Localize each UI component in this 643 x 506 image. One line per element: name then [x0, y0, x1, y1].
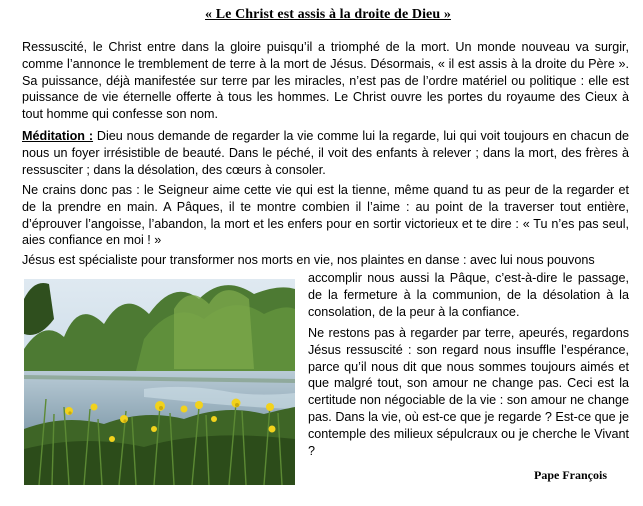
intro-paragraph: Ressuscité, le Christ entre dans la gloire puisqu’il a triomphé de la mort. Un monde nouveau va surgir, comme l’annonce le tremblement de terre à la mort de Jésus. Désormais, « il est assis à la droite du Père ». Sa puissance, déjà manifestée sur terre par les miracles, n’est pas de l’ordre matériel ou politique : elle est puissance de vie éternelle offerte à tous les hommes. Le Christ ouvre les portes du royaume des Cieux à tout homme qui confesse son nom. — [22, 40, 629, 122]
transformation-paragraph-continued: accomplir nous aussi la Pâque, c’est-à-dire le passage, de la fermeture à la communion, de la désolation à la consolation, de la peur à la confiance. — [308, 271, 629, 319]
signature: Pape François — [534, 468, 607, 482]
meditation-text: Dieu nous demande de regarder la vie comme lui la regarde, lui qui voit toujours en chacun de nous un foyer irrésistible de beauté. Dans le péché, il voit des enfants à relever ; dans la mort, des frères à ressusciter ; dans la désolation, des cœurs à consoler. — [22, 129, 629, 177]
lake-landscape-image — [24, 279, 295, 485]
page-title: « Le Christ est assis à la droite de Dieu » — [205, 7, 451, 22]
meditation-label: Méditation : — [22, 129, 94, 143]
confidence-paragraph: Ne crains donc pas : le Seigneur aime cette vie qui est la tienne, même quand tu as peur de la regarder et de la prendre en main. A Pâques, il te montre combien il l’aime : au point de la traverser tout entière, d’éprouver l’angoisse, l’abandon, la mort et les enfers pour en sortir victorieux et te dire : « Tu n’es pas seul, aies confiance en moi ! » — [22, 183, 629, 248]
transformation-paragraph-start: Jésus est spécialiste pour transformer nos morts en vie, nos plaintes en danse : avec lui nous pouvons — [22, 253, 595, 267]
lake-iris-photo — [24, 279, 295, 485]
hope-paragraph: Ne restons pas à regarder par terre, apeurés, regardons Jésus ressuscité : son regard nous insuffle l’espérance, parce qu’il nous dit que nous sommes toujours aimés et que malgré tout, son amour ne change pas. Ceci est la certitude non négociable de la vie : son amour ne change pas. Dans la vie, où est-ce que je regarde ? Est-ce que je contemple des milieux sépulcraux ou je cherche le Vivant ? — [308, 326, 629, 458]
meditation-paragraph — [22, 128, 629, 178]
